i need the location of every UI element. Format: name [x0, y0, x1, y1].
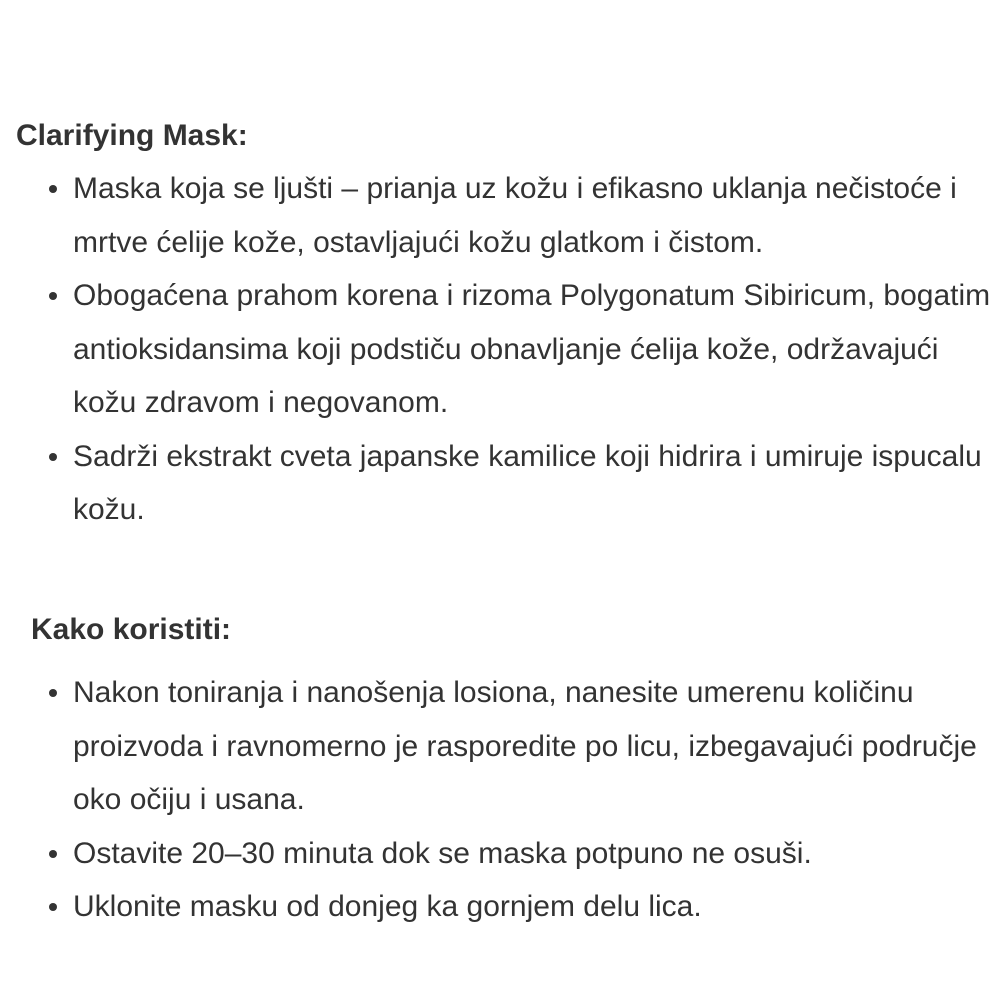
list-item: [73, 666, 993, 827]
bullet-icon: [49, 903, 57, 911]
list-item: [73, 269, 993, 430]
list-item: [73, 162, 993, 269]
list-item: [73, 827, 993, 881]
list-item: [73, 430, 993, 537]
list-item-text: Uklonite masku od donjeg ka gornjem delu lica.: [73, 890, 702, 923]
list-item-text: Maska koja se ljušti – prianja uz kožu i efikasno uklanja nečistoće i mrtve ćelije kože, ostavljajući kožu glatkom i čistom.: [73, 172, 957, 259]
list-item-text: Obogaćena prahom korena i rizoma Polygonatum Sibiricum, bogatim antioksidansima koji podstiču obnavljanje ćelija kože, održavajući kožu zdravom i negovanom.: [73, 279, 991, 419]
bullet-icon: [49, 689, 57, 697]
features-list: [73, 162, 993, 537]
bullet-icon: [49, 292, 57, 300]
list-item-text: Ostavite 20–30 minuta dok se maska potpuno ne osuši.: [73, 836, 812, 870]
list-item: [73, 880, 993, 934]
list-item-text: Sadrži ekstrakt cveta japanske kamilice koji hidrira i umiruje ispucalu kožu.: [73, 439, 982, 526]
bullet-icon: [49, 453, 57, 461]
usage-steps-list: [73, 666, 993, 934]
bullet-icon: [49, 850, 57, 858]
section-heading-how-to-use: Kako koristiti:: [31, 613, 232, 646]
section-heading-clarifying-mask: Clarifying Mask:: [16, 119, 248, 152]
list-item-text: Nakon toniranja i nanošenja losiona, nanesite umerenu količinu proizvoda i ravnomerno je rasporedite po licu, izbegavajući područje oko očiju i usana.: [73, 676, 977, 816]
bullet-icon: [49, 185, 57, 193]
